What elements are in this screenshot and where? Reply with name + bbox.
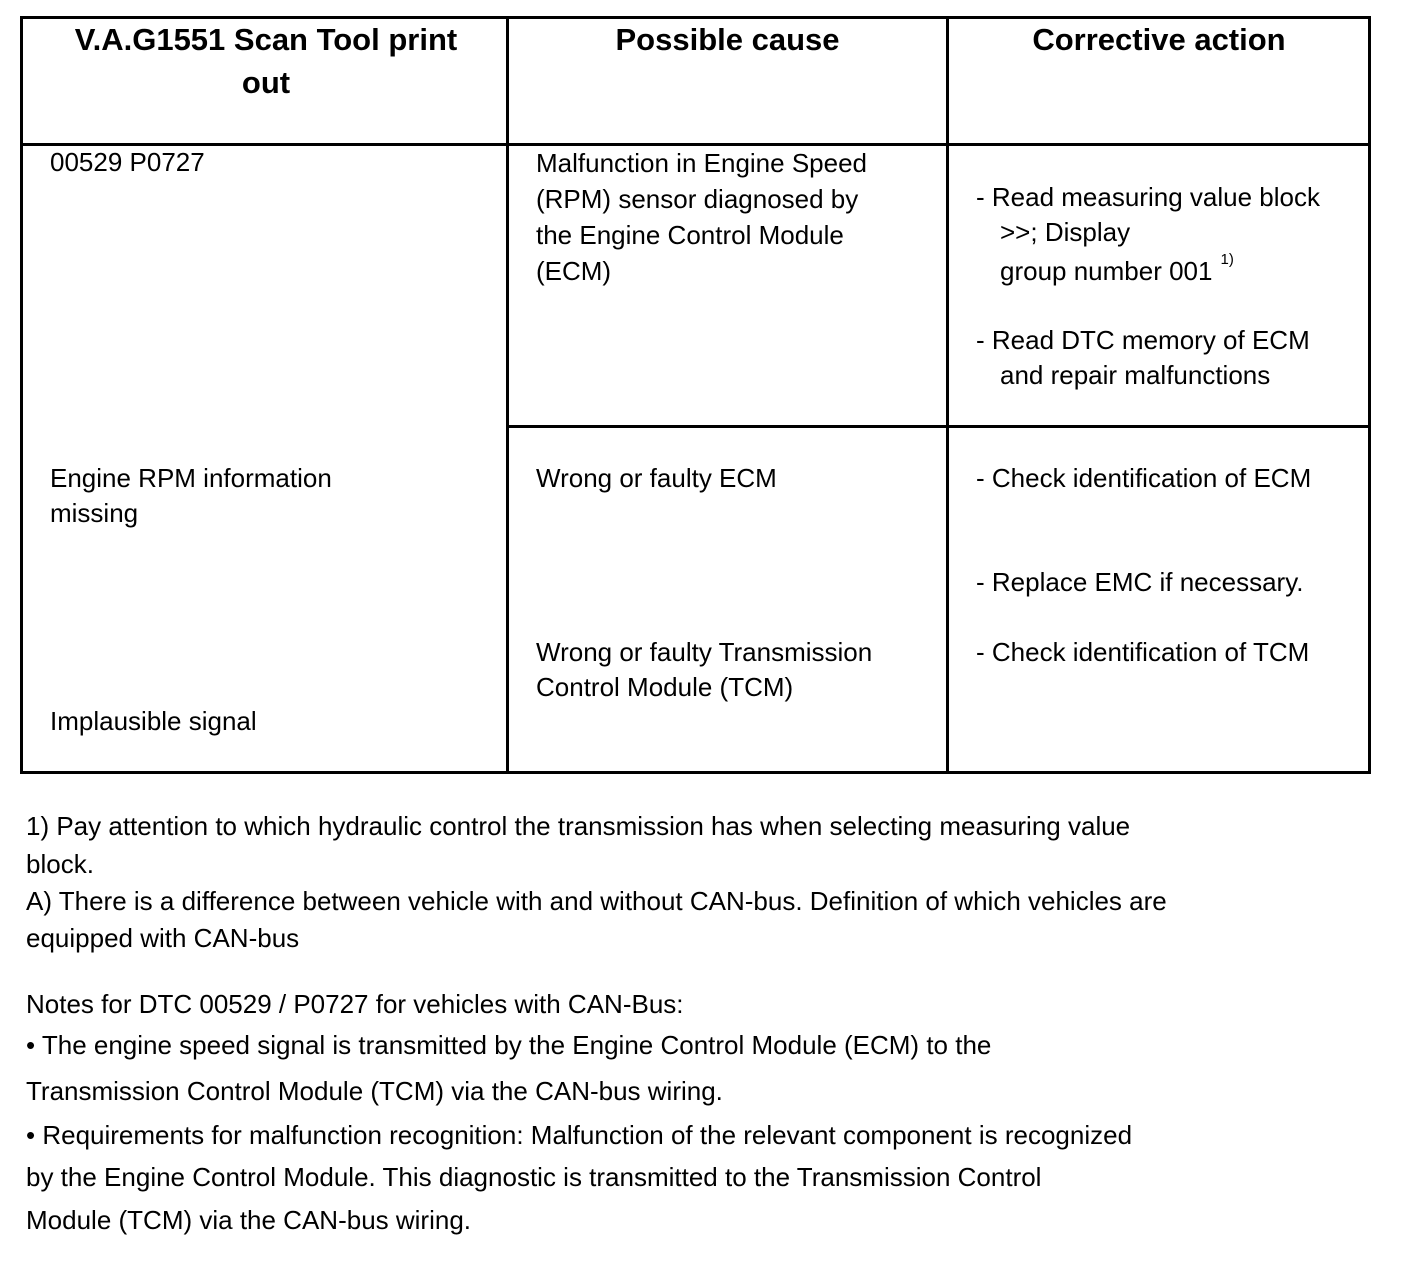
table-divider xyxy=(946,16,949,774)
action-line: - Read measuring value block xyxy=(976,182,1320,212)
action-check-ecm: - Check identification of ECM xyxy=(976,463,1312,493)
cause-faulty-ecm: Wrong or faulty ECM xyxy=(536,463,777,493)
action-read-dtc-memory xyxy=(976,323,1310,393)
footnote-a-cont: equipped with CAN-bus xyxy=(26,923,300,953)
note-bullet-1-cont: Transmission Control Module (TCM) via the CAN-bus wiring. xyxy=(26,1076,723,1106)
action-line: >>; Display xyxy=(1000,217,1131,247)
footnote-ref: 1) xyxy=(1220,251,1234,269)
header-possible-cause: Possible cause xyxy=(615,22,840,57)
dtc-code: 00529 P0727 xyxy=(50,147,205,177)
note-bullet-2-cont: Module (TCM) via the CAN-bus wiring. xyxy=(26,1205,472,1235)
table-divider xyxy=(506,16,509,774)
implausible-signal: Implausible signal xyxy=(50,706,257,736)
table-divider xyxy=(506,425,1371,428)
action-check-tcm: - Check identification of TCM xyxy=(976,637,1310,667)
footnote-1: 1) Pay attention to which hydraulic control the transmission has when selecting measuring value xyxy=(26,811,1131,841)
action-line: - Read DTC memory of ECM xyxy=(976,325,1310,355)
header-scan-tool: V.A.G1551 Scan Tool print out xyxy=(74,22,458,100)
action-read-measuring-block xyxy=(976,180,1320,289)
action-line: group number 001 xyxy=(1000,256,1213,286)
cause-rpm-sensor: Malfunction in Engine Speed (RPM) sensor diagnosed by the Engine Control Module (ECM) xyxy=(536,148,868,286)
header-corrective-action: Corrective action xyxy=(1032,22,1286,57)
note-bullet-1: • The engine speed signal is transmitted by the Engine Control Module (ECM) to the xyxy=(26,1030,992,1060)
note-bullet-2: • Requirements for malfunction recognition: Malfunction of the relevant component is recognized xyxy=(26,1120,1133,1150)
note-bullet-2-cont: by the Engine Control Module. This diagnostic is transmitted to the Transmission Control xyxy=(26,1162,1042,1192)
action-line-group xyxy=(976,251,1320,289)
cause-faulty-tcm: Wrong or faulty Transmission Control Module (TCM) xyxy=(536,637,873,702)
notes-heading: Notes for DTC 00529 / P0727 for vehicles with CAN-Bus: xyxy=(26,989,684,1019)
rpm-info-missing: Engine RPM information missing xyxy=(50,463,332,528)
action-line: and repair malfunctions xyxy=(1000,360,1271,390)
action-replace-emc: - Replace EMC if necessary. xyxy=(976,567,1304,597)
footnote-1-cont: block. xyxy=(26,849,94,879)
footnote-a: A) There is a difference between vehicle with and without CAN-bus. Definition of which vehicles are xyxy=(26,886,1167,916)
